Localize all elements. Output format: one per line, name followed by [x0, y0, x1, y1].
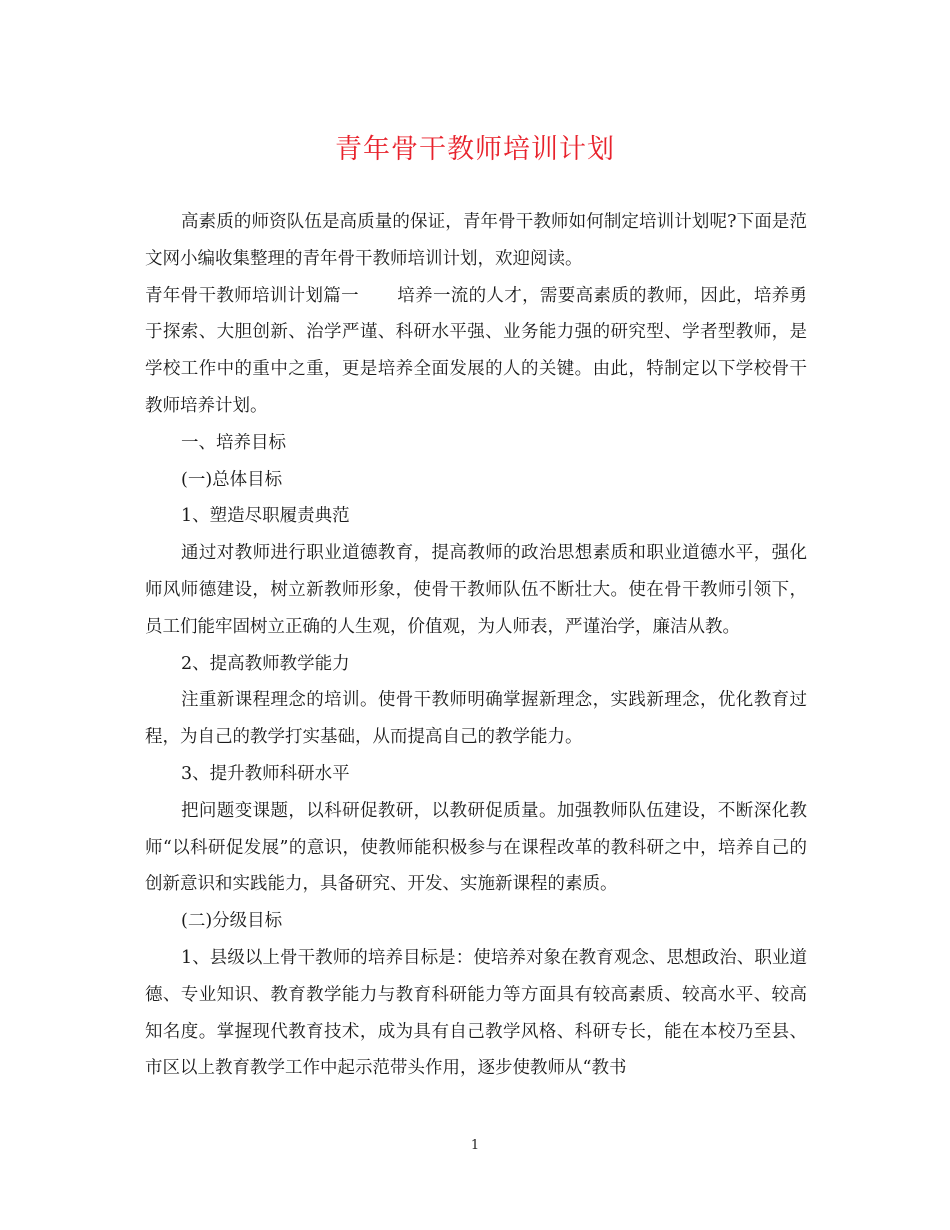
subsection-heading: (二)分级目标: [181, 911, 283, 932]
article-lead: 培养一流的人才，需要高素质的教师，因此，培养勇于探索、大胆创新、治学严谨、科研水平强、业务能力强的研究型、学者型教师，是学校工作中的重中之重，更是培养全面发展的人的关键。由此，特制定以下学校骨干教师培养计划。: [145, 285, 808, 416]
item-paragraph: 把问题变课题，以科研促教研，以教研促质量。加强教师队伍建设，不断深化教师“以科研促发展”的意识，使教师能积极参与在课程改革的教科研之中，培养自己的创新意识和实践能力，具备研究、开发、实施新课程的素质。: [145, 800, 807, 895]
intro-paragraph: 高素质的师资队伍是高质量的保证，青年骨干教师如何制定培训计划呢?下面是范文网小编收集整理的青年骨干教师培训计划，欢迎阅读。: [145, 212, 807, 269]
item-paragraph: 注重新课程理念的培训。使骨干教师明确掌握新理念，实践新理念，优化教育过程，为自己的教学打实基础，从而提高自己的教学能力。: [145, 690, 807, 748]
section-heading: 一、培养目标: [181, 432, 286, 453]
page-number: 1: [470, 1138, 480, 1153]
document-body: [145, 204, 807, 1087]
item-heading: 1、塑造尽职履责典范: [181, 506, 350, 527]
item-paragraph: 通过对教师进行职业道德教育，提高教师的政治思想素质和职业道德水平，强化师风师德建设，树立新教师形象，使骨干教师队伍不断壮大。使在骨干教师引领下，员工们能牢固树立正确的人生观，价值观，为人师表，严谨治学，廉洁从教。: [145, 543, 807, 637]
article-label: 青年骨干教师培训计划篇一: [145, 285, 359, 306]
item-heading: 2、提高教师教学能力: [181, 653, 350, 674]
item-paragraph: 1、县级以上骨干教师的培养目标是：使培养对象在教育观念、思想政治、职业道德、专业知识、教育教学能力与教育科研能力等方面具有较高素质、较高水平、较高知名度。掌握现代教育技术，成为具有自己教学风格、科研专长，能在本校乃至县、市区以上教育教学工作中起示范带头作用，逐步使教师从“教书: [145, 947, 807, 1079]
document-title: 青年骨干教师培训计划: [335, 134, 615, 165]
subsection-heading: (一)总体目标: [181, 469, 283, 490]
article-paragraph: [145, 278, 807, 425]
item-heading: 3、提升教师科研水平: [181, 763, 350, 784]
